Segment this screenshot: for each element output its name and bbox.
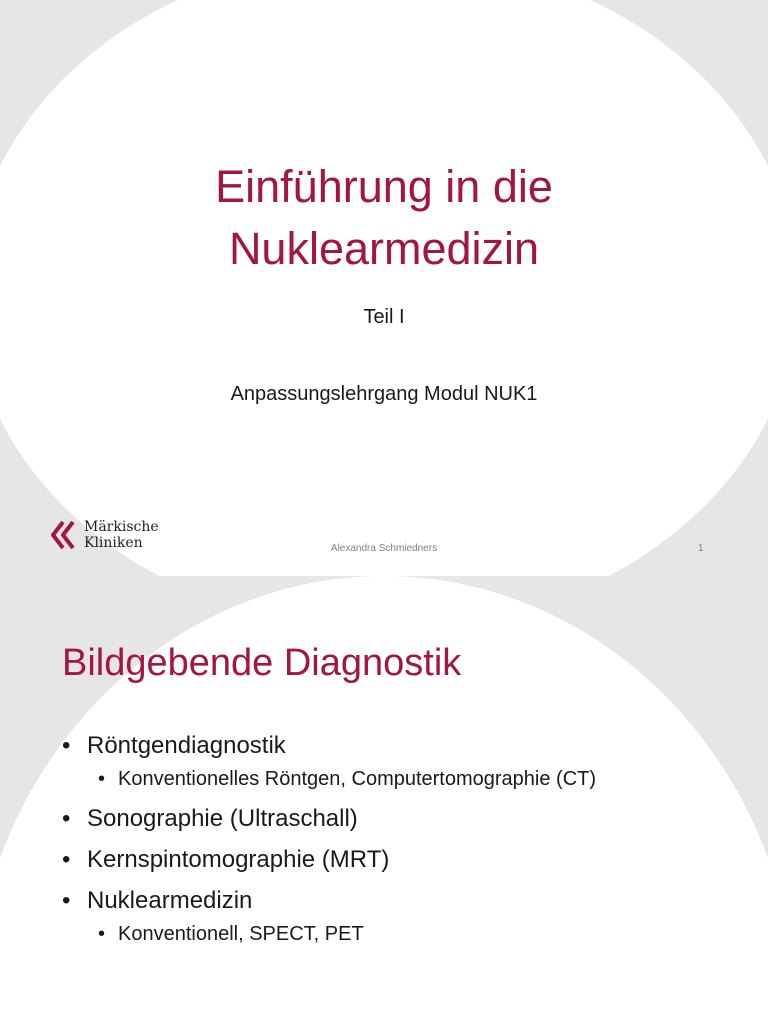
subtitle-course: Anpassungslehrgang Modul NUK1	[230, 383, 538, 405]
subtitle-part: Teil I	[363, 306, 405, 328]
slide-title	[0, 156, 768, 280]
bullet-list	[62, 731, 596, 959]
page-number: 1	[698, 543, 704, 554]
slide-title: Bildgebende Diagnostik	[62, 642, 462, 684]
bullet-item: • Nuklearmedizin	[62, 886, 596, 916]
bullet-item: • Sonographie (Ultraschall)	[62, 804, 596, 834]
logo-line-2: Kliniken	[84, 535, 143, 551]
bullet-item: • Röntgendiagnostik	[62, 731, 596, 761]
title-line-1: Einführung in die	[215, 161, 553, 212]
bullet-item: • Kernspintomographie (MRT)	[62, 845, 596, 875]
sub-bullet-item: • Konventionell, SPECT, PET	[98, 921, 596, 947]
sub-bullet-item: • Konventionelles Röntgen, Computertomographie (CT)	[98, 766, 596, 792]
logo-line-1: Märkische	[84, 519, 159, 535]
footer-author: Alexandra Schmiedners	[330, 543, 438, 554]
title-line-2: Nuklearmedizin	[228, 223, 540, 274]
slide-2	[0, 576, 768, 1024]
